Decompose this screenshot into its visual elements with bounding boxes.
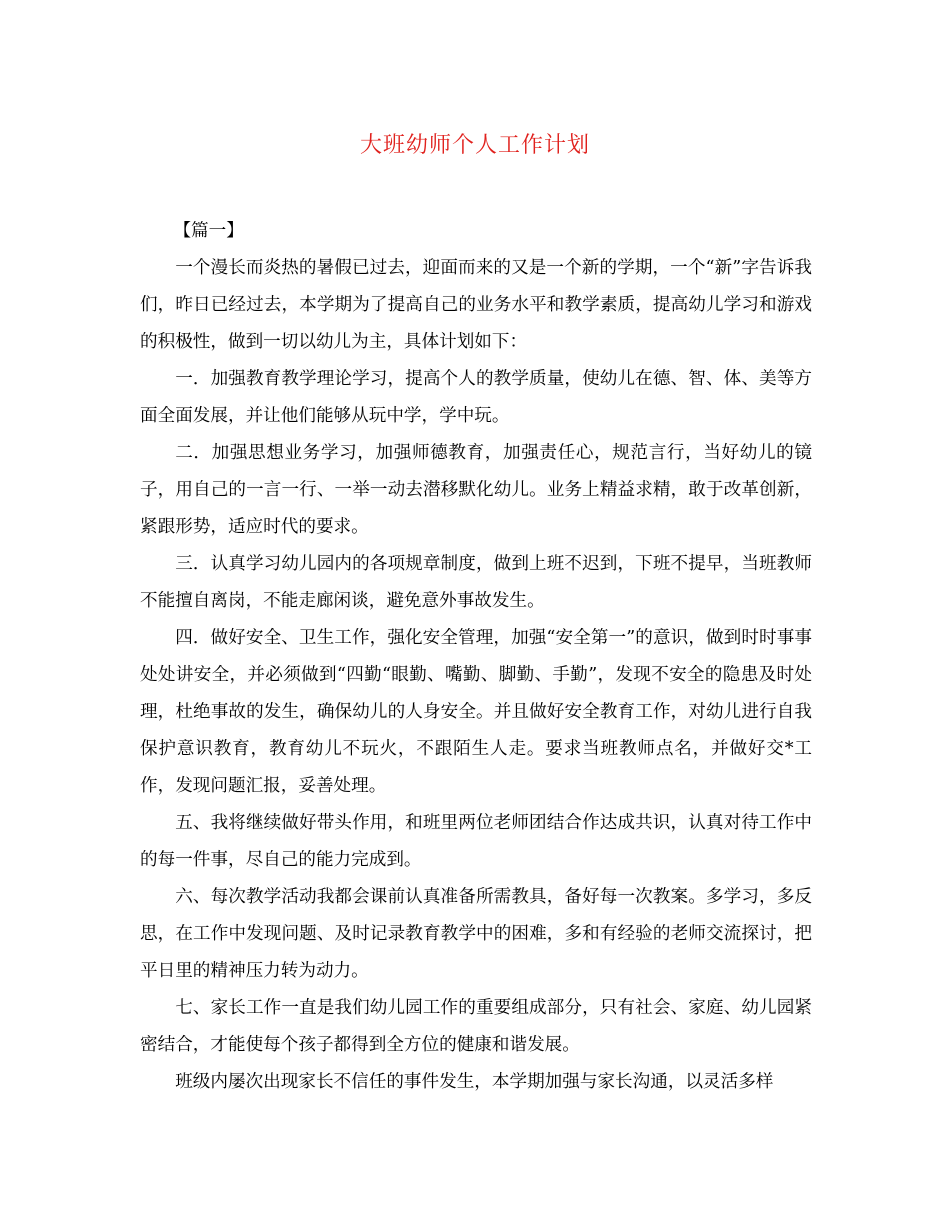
document-body	[140, 213, 812, 1101]
paragraph-intro: 一个漫长而炎热的暑假已过去，迎面而来的又是一个新的学期，一个“新”字告诉我们，昨日已经过去，本学期为了提高自己的业务水平和教学素质，提高幼儿学习和游戏的积极性，做到一切以幼儿为主，具体计划如下：	[140, 258, 812, 352]
paragraph-item-7: 七、家长工作一直是我们幼儿园工作的重要组成部分，只有社会、家庭、幼儿园紧密结合，才能使每个孩子都得到全方位的健康和谐发展。	[140, 998, 812, 1055]
section-label: 【篇一】	[173, 221, 244, 241]
paragraph-item-6: 六、每次教学活动我都会课前认真准备所需教具，备好每一次教案。多学习，多反思，在工作中发现问题、及时记录教育教学中的困难，多和有经验的老师交流探讨，把平日里的精神压力转为动力。	[140, 887, 812, 981]
document-title: 大班幼师个人工作计划	[359, 133, 590, 158]
paragraph-item-3: 三．认真学习幼儿园内的各项规章制度，做到上班不迟到，下班不提早，当班教师不能擅自离岗，不能走廊闲谈，避免意外事故发生。	[140, 554, 812, 611]
paragraph-item-4: 四．做好安全、卫生工作，强化安全管理，加强“安全第一”的意识，做到时时事事处处讲安全，并必须做到“四勤“眼勤、嘴勤、脚勤、手勤”，发现不安全的隐患及时处理，杜绝事故的发生，确保幼儿的人身安全。并且做好安全教育工作，对幼儿进行自我保护意识教育，教育幼儿不玩火，不跟陌生人走。要求当班教师点名，并做好交*工作，发现问题汇报，妥善处理。	[140, 628, 812, 796]
paragraph-item-2: 二．加强思想业务学习，加强师德教育，加强责任心，规范言行，当好幼儿的镜子，用自己的一言一行、一举一动去潜移默化幼儿。业务上精益求精，敢于改革创新，紧跟形势，适应时代的要求。	[140, 443, 812, 537]
paragraph-continuation: 班级内屡次出现家长不信任的事件发生，本学期加强与家长沟通，以灵活多样	[175, 1072, 774, 1092]
paragraph-item-1: 一．加强教育教学理论学习，提高个人的教学质量，使幼儿在德、智、体、美等方面全面发展，并让他们能够从玩中学，学中玩。	[140, 369, 812, 426]
paragraph-item-5: 五、我将继续做好带头作用，和班里两位老师团结合作达成共识，认真对待工作中的每一件事，尽自己的能力完成到。	[140, 813, 812, 870]
